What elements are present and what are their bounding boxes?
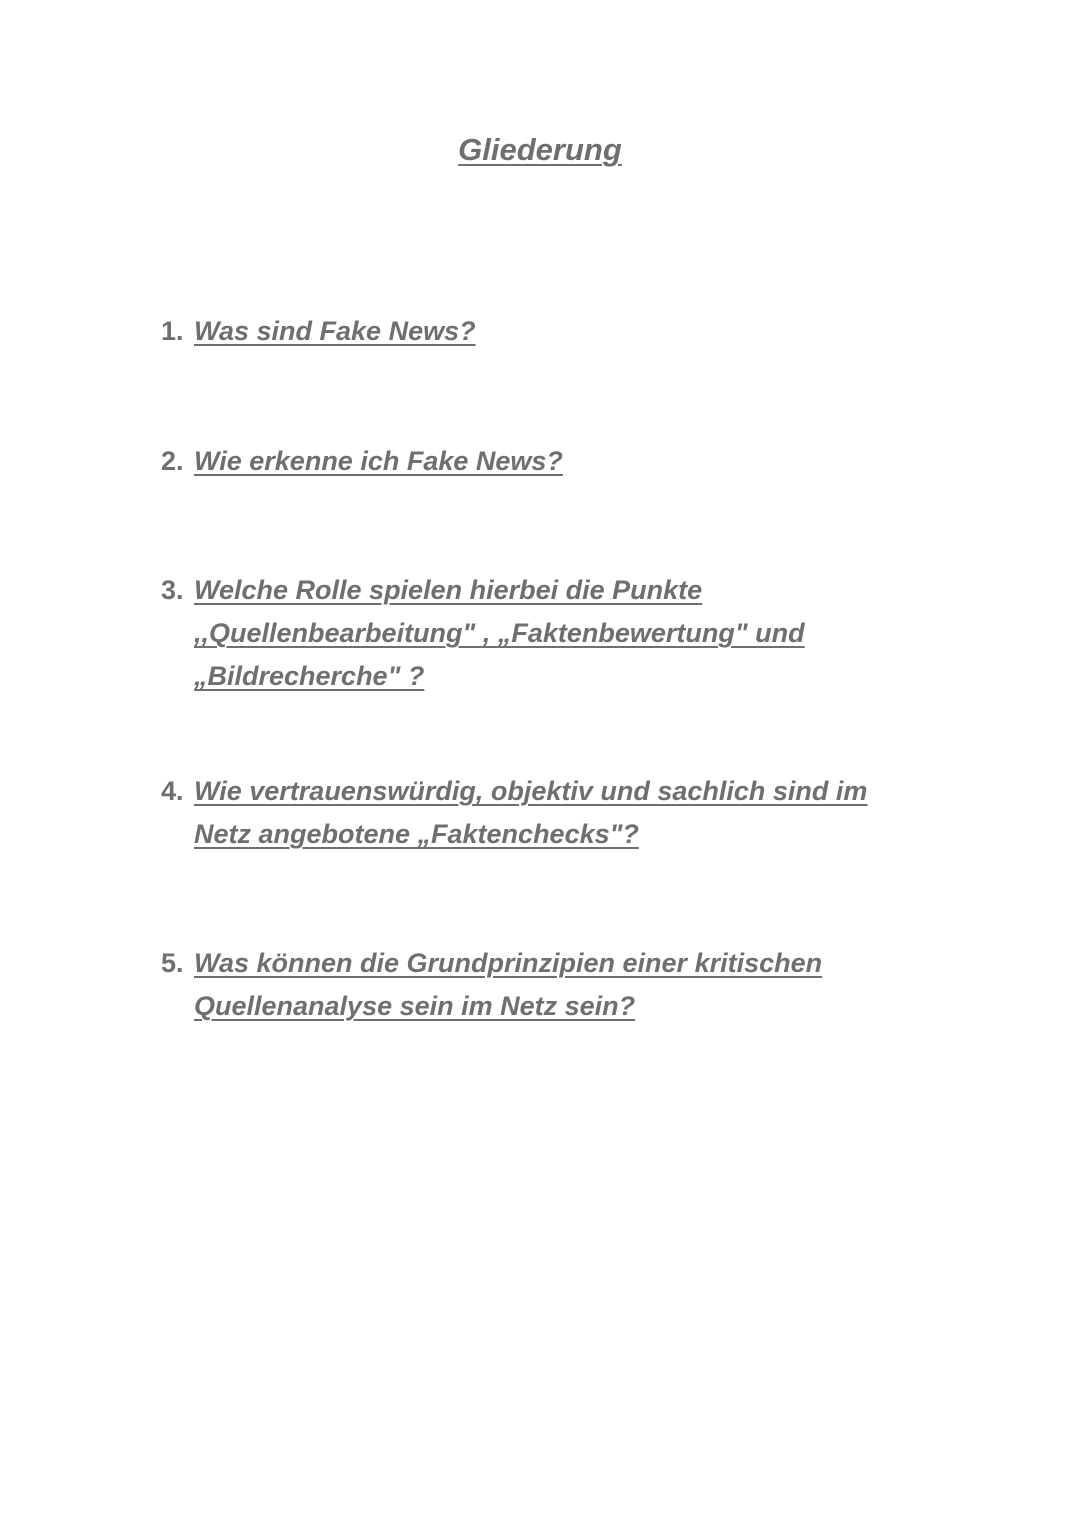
outline-item-4 [161,770,961,856]
item-number: 4. [161,776,184,806]
item-line: Was sind Fake News? [194,316,476,346]
item-number: 3. [161,575,184,605]
item-line: Quellenanalyse sein im Netz sein? [194,991,636,1021]
page-title-text: Gliederung [458,132,622,167]
outline-item-5 [161,942,961,1028]
item-line: Welche Rolle spielen hierbei die Punkte [194,575,703,605]
item-line: Netz angebotene „Faktenchecks"? [194,819,639,849]
item-number: 2. [161,446,184,476]
outline-item-3 [161,569,961,698]
page-title [0,132,1080,168]
item-text [194,569,805,698]
item-line: Wie vertrauenswürdig, objektiv und sachlich sind im [194,776,868,806]
item-line: Was können die Grundprinzipien einer kritischen [194,948,823,978]
outline-item-2 [161,440,961,483]
outline-item-1 [161,310,961,353]
item-text [194,310,476,353]
item-text [194,770,867,856]
item-number: 1. [161,316,184,346]
item-text [194,440,563,483]
item-number: 5. [161,948,184,978]
item-text [194,942,822,1028]
item-line: Wie erkenne ich Fake News? [194,446,563,476]
item-line: ,,Quellenbearbeitung" , „Faktenbewertung" und [194,618,805,648]
item-line: „Bildrecherche" ? [194,661,425,691]
